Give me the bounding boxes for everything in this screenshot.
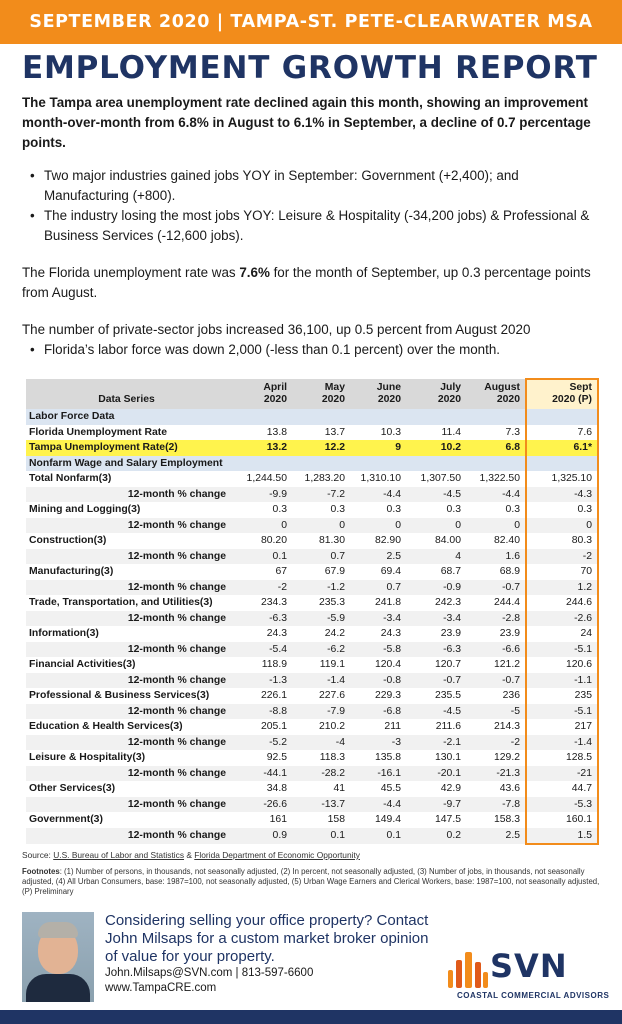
header-june: June 2020 (350, 379, 406, 409)
table-row-change (26, 487, 598, 503)
change-value: -0.8 (350, 673, 406, 689)
change-value: 2.5 (350, 549, 406, 565)
banner-text: SEPTEMBER 2020 | TAMPA-ST. PETE-CLEARWATER MSA (29, 12, 593, 32)
change-value: -21.3 (466, 766, 526, 782)
source-link-fdeo[interactable]: Florida Department of Economic Opportunity (194, 850, 360, 860)
change-label: 12-month % change (26, 766, 230, 782)
industry-bullets (30, 166, 604, 246)
row-label: Government(3) (29, 814, 103, 825)
row-value: 68.7 (440, 566, 461, 577)
change-value: -5 (466, 704, 526, 720)
row-value: 160.1 (526, 812, 598, 828)
data-table-wrapper (26, 378, 598, 845)
row-label: Florida Unemployment Rate (29, 426, 167, 438)
svn-logo-subtitle: COASTAL COMMERCIAL ADVISORS (457, 991, 610, 1000)
row-value: 119.1 (319, 659, 345, 670)
row-value: 244.4 (493, 597, 520, 608)
row-value: 128.5 (526, 750, 598, 766)
row-value: 92.5 (266, 752, 287, 763)
change-label: 12-month % change (26, 518, 230, 534)
change-value: -4 (292, 735, 350, 751)
table-row (26, 595, 598, 611)
report-title: EMPLOYMENT GROWTH REPORT (22, 50, 598, 86)
row-label: Manufacturing(3) (29, 566, 114, 577)
change-value: -1.1 (526, 673, 598, 689)
table-row-change (26, 797, 598, 813)
change-value: 1.5 (526, 828, 598, 845)
change-value: 0 (406, 518, 466, 534)
change-value: 0 (292, 518, 350, 534)
row-value: 84.00 (434, 535, 461, 546)
row-value: 118.3 (319, 752, 345, 763)
change-value: -0.7 (406, 673, 466, 689)
row-value: 10.3 (380, 426, 401, 438)
change-value: -3 (350, 735, 406, 751)
table-header-row (26, 379, 598, 409)
row-value: 242.3 (434, 597, 461, 608)
row-value: 121.2 (493, 659, 520, 670)
row-label: Trade, Transportation, and Utilities(3) (29, 597, 213, 608)
florida-post: for the month of September, up 0.3 percentage points from August. (22, 265, 591, 300)
row-value: 1,310.10 (360, 473, 401, 484)
row-value: 69.4 (380, 566, 401, 577)
change-label: 12-month % change (26, 797, 230, 813)
source-label: Source: (22, 850, 54, 860)
row-value: 81.30 (318, 535, 345, 546)
change-value: 0.1 (350, 828, 406, 845)
change-value: 0 (526, 518, 598, 534)
table-row-change (26, 518, 598, 534)
change-value: -1.4 (526, 735, 598, 751)
table-row-change (26, 735, 598, 751)
table-row (26, 564, 598, 580)
change-value: -3.4 (350, 611, 406, 627)
change-value: -1.4 (292, 673, 350, 689)
change-value: -1.3 (230, 673, 292, 689)
florida-rate: 7.6% (239, 265, 270, 280)
table-row (26, 750, 598, 766)
row-value: 6.8 (466, 440, 526, 456)
row-value: 13.8 (266, 426, 287, 438)
row-value: 130.1 (434, 752, 461, 763)
header-may: May 2020 (292, 379, 350, 409)
change-label: 12-month % change (26, 735, 230, 751)
table-body (26, 409, 598, 844)
change-value: -9.9 (230, 487, 292, 503)
row-value: 149.4 (374, 814, 401, 825)
row-value: 236 (502, 690, 520, 701)
change-value: -2.6 (526, 611, 598, 627)
florida-pre: The Florida unemployment rate was (22, 265, 240, 280)
change-value: -2.8 (466, 611, 526, 627)
row-label: Leisure & Hospitality(3) (29, 752, 146, 763)
row-value: 67 (275, 566, 287, 577)
row-value: 129.2 (493, 752, 520, 763)
change-value: -20.1 (406, 766, 466, 782)
row-value: 1,322.50 (479, 473, 520, 484)
row-value: 120.7 (434, 659, 461, 670)
change-value: -13.7 (292, 797, 350, 813)
row-value: 13.7 (324, 426, 345, 438)
row-value: 23.9 (499, 628, 520, 639)
jobs-paragraph: The number of private-sector jobs increased 36,100, up 0.5 percent from August 2020 (22, 322, 531, 337)
change-value: -5.9 (292, 611, 350, 627)
row-value: 241.8 (374, 597, 401, 608)
table-row-change (26, 766, 598, 782)
row-value: 135.8 (374, 752, 401, 763)
row-value: 147.5 (434, 814, 461, 825)
change-value: -1.2 (292, 580, 350, 596)
row-value: 12.2 (292, 440, 350, 456)
change-value: -4.4 (350, 797, 406, 813)
row-value: 42.9 (440, 783, 461, 794)
table-row-change (26, 549, 598, 565)
contact-website[interactable]: www.TampaCRE.com (105, 982, 217, 994)
table-row-change (26, 704, 598, 720)
row-value: 24.3 (380, 628, 401, 639)
table-row (26, 719, 598, 735)
source-line (22, 850, 602, 860)
row-value: 210.2 (318, 721, 345, 732)
row-value: 234.3 (260, 597, 287, 608)
change-value: 0.2 (406, 828, 466, 845)
change-label: 12-month % change (26, 704, 230, 720)
table-row (26, 533, 598, 549)
change-value: -5.1 (526, 642, 598, 658)
change-value: -0.9 (406, 580, 466, 596)
bullet-item: • Two major industries gained jobs YOY in September: Government (+2,400); and Manufacturing (+800). (30, 166, 604, 206)
change-value: -6.8 (350, 704, 406, 720)
row-value: 161 (269, 814, 287, 825)
table-row-change (26, 828, 598, 845)
row-value: 10.2 (406, 440, 466, 456)
change-value: -7.2 (292, 487, 350, 503)
row-value: 214.3 (493, 721, 520, 732)
table-row (26, 657, 598, 673)
row-value: 24.3 (266, 628, 287, 639)
row-value: 44.7 (526, 781, 598, 797)
change-value: -4.5 (406, 487, 466, 503)
row-value: 211.6 (435, 721, 461, 732)
change-value: 0 (466, 518, 526, 534)
table-row (26, 781, 598, 797)
row-value: 0.3 (526, 502, 598, 518)
row-value: 0.3 (386, 504, 401, 515)
row-value: 7.6 (526, 425, 598, 441)
change-value: -7.9 (292, 704, 350, 720)
change-value: -6.3 (230, 611, 292, 627)
sept-spacer (526, 409, 598, 425)
table-row (26, 425, 598, 441)
row-label: Education & Health Services(3) (29, 721, 183, 732)
footnotes-label: Footnotes (22, 867, 60, 876)
change-value: 0.7 (350, 580, 406, 596)
row-label: Construction(3) (29, 535, 107, 546)
table-row-change (26, 673, 598, 689)
contact-email-phone[interactable]: John.Milsaps@SVN.com | 813-597-6600 (105, 967, 314, 979)
change-value: -4.4 (350, 487, 406, 503)
top-banner (0, 0, 622, 44)
change-value: -8.8 (230, 704, 292, 720)
change-value: -4.4 (466, 487, 526, 503)
section-nonfarm-label: Nonfarm Wage and Salary Employment (26, 456, 526, 472)
row-label: Total Nonfarm(3) (29, 473, 112, 484)
row-value: 23.9 (440, 628, 461, 639)
row-value: 229.3 (374, 690, 401, 701)
table-row-change (26, 611, 598, 627)
header-august: August 2020 (466, 379, 526, 409)
bullet-item: • Florida’s labor force was down 2,000 (-less than 0.1 percent) over the month. (30, 340, 604, 360)
bottom-bar (0, 1010, 622, 1024)
svn-logo-text: SVN (490, 947, 568, 985)
change-value: -16.1 (350, 766, 406, 782)
row-value: 80.3 (526, 533, 598, 549)
change-label: 12-month % change (26, 828, 230, 845)
row-value: 82.90 (374, 535, 401, 546)
intro-bold: 0.7 percentage points. (22, 115, 591, 150)
row-value: 118.9 (261, 659, 287, 670)
change-label: 12-month % change (26, 673, 230, 689)
row-label: Other Services(3) (29, 783, 116, 794)
change-value: -4.5 (406, 704, 466, 720)
row-value: 244.6 (526, 595, 598, 611)
row-value: 9 (350, 440, 406, 456)
row-value: 1,307.50 (420, 473, 461, 484)
change-value: -0.7 (466, 673, 526, 689)
row-label: Financial Activities(3) (29, 659, 136, 670)
change-value: -28.2 (292, 766, 350, 782)
row-label: Information(3) (29, 628, 99, 639)
row-value: 6.1* (526, 440, 598, 456)
row-value: 1,325.10 (526, 471, 598, 487)
change-value: 0.9 (230, 828, 292, 845)
change-value: 2.5 (466, 828, 526, 845)
florida-paragraph (22, 263, 604, 303)
change-value: -5.8 (350, 642, 406, 658)
table-row-change (26, 642, 598, 658)
change-value: -44.1 (230, 766, 292, 782)
section-labor-force-label: Labor Force Data (26, 409, 526, 425)
row-value: 226.1 (260, 690, 287, 701)
section-labor-force (26, 409, 598, 425)
intro-text: The Tampa area unemployment rate declined again this month, showing an improvement month-over-month from 6.8% in August to 6.1% in September, a decline of (22, 95, 588, 130)
row-value: 80.20 (260, 535, 287, 546)
change-value: -21 (526, 766, 598, 782)
row-value: 235.3 (318, 597, 345, 608)
row-value: 217 (526, 719, 598, 735)
table-row (26, 688, 598, 704)
change-value: -2 (526, 549, 598, 565)
change-value: -5.4 (230, 642, 292, 658)
row-value: 41 (333, 783, 345, 794)
change-label: 12-month % change (26, 487, 230, 503)
row-value: 120.4 (374, 659, 401, 670)
change-value: -6.3 (406, 642, 466, 658)
change-value: -6.6 (466, 642, 526, 658)
row-value: 227.6 (318, 690, 345, 701)
change-value: 4 (406, 549, 466, 565)
header-april: April 2020 (230, 379, 292, 409)
change-value: 0 (230, 518, 292, 534)
row-value: 0.3 (330, 504, 345, 515)
change-value: -26.6 (230, 797, 292, 813)
change-value: -6.2 (292, 642, 350, 658)
row-value: 24.2 (324, 628, 345, 639)
change-label: 12-month % change (26, 580, 230, 596)
call-to-action: Considering selling your office property? Contact John Milsaps for a custom market broker opinion of value for your property. (105, 912, 429, 965)
row-value: 43.6 (499, 783, 520, 794)
row-label: Mining and Logging(3) (29, 504, 141, 515)
section-nonfarm (26, 456, 598, 472)
row-value: 67.9 (324, 566, 345, 577)
contact-info (105, 966, 435, 996)
row-value: 235 (526, 688, 598, 704)
row-value: 70 (526, 564, 598, 580)
row-value: 68.9 (499, 566, 520, 577)
row-value: 1,283.20 (304, 473, 345, 484)
row-value: 158.3 (493, 814, 520, 825)
source-link-bls[interactable]: U.S. Bureau of Labor and Statistics (53, 850, 185, 860)
header-sept: Sept 2020 (P) (526, 379, 598, 409)
change-value: 1.6 (466, 549, 526, 565)
row-value: 211 (384, 721, 401, 732)
row-value: 45.5 (380, 783, 401, 794)
change-value: 0.7 (292, 549, 350, 565)
source-separator: & (184, 850, 195, 860)
row-value: 0.3 (446, 504, 461, 515)
change-value: -5.3 (526, 797, 598, 813)
row-value: 1,244.50 (246, 473, 287, 484)
labor-force-bullets (30, 340, 604, 360)
change-value: -2.1 (406, 735, 466, 751)
change-value: -3.4 (406, 611, 466, 627)
change-value: 0.1 (230, 549, 292, 565)
row-value: 34.8 (266, 783, 287, 794)
change-label: 12-month % change (26, 642, 230, 658)
row-value: 158 (327, 814, 345, 825)
change-value: -5.1 (526, 704, 598, 720)
row-value: 7.3 (505, 426, 520, 438)
table-row-change (26, 580, 598, 596)
change-label: 12-month % change (26, 611, 230, 627)
table-row (26, 440, 598, 456)
employment-data-table (26, 378, 599, 845)
row-value: 24 (526, 626, 598, 642)
sept-spacer (526, 456, 598, 472)
row-value: 120.6 (526, 657, 598, 673)
table-row (26, 812, 598, 828)
row-value: 0.3 (272, 504, 287, 515)
change-value: -4.3 (526, 487, 598, 503)
row-label: Tampa Unemployment Rate(2) (26, 440, 230, 456)
footnotes (22, 867, 602, 897)
row-value: 235.5 (434, 690, 461, 701)
row-value: 205.1 (260, 721, 287, 732)
change-label: 12-month % change (26, 549, 230, 565)
table-row (26, 502, 598, 518)
change-value: 0 (350, 518, 406, 534)
footnotes-text: : (1) Number of persons, in thousands, not seasonally adjusted, (2) In percent, not seasonally adjusted, (3) Number of jobs, in thousands, not seasonally adjusted, (4) All Urban Consumers, base: 1987=100, not seasonally adjusted, (5) Urban Wage Earners and Clerical Workers, base: 1987=100, not seasonally adjusted, (P) Preliminary (22, 867, 600, 896)
change-value: -7.8 (466, 797, 526, 813)
table-row (26, 471, 598, 487)
change-value: -2 (466, 735, 526, 751)
intro-paragraph (22, 93, 604, 153)
bullet-item: • The industry losing the most jobs YOY: Leisure & Hospitality (-34,200 jobs) & Professional & Business Services (-12,600 jobs). (30, 206, 604, 246)
agent-photo (22, 912, 94, 1002)
row-value: 82.40 (493, 535, 520, 546)
table-row (26, 626, 598, 642)
change-value: -2 (230, 580, 292, 596)
header-july: July 2020 (406, 379, 466, 409)
header-data-series: Data Series (26, 379, 230, 409)
change-value: -5.2 (230, 735, 292, 751)
row-value: 0.3 (505, 504, 520, 515)
row-label: Professional & Business Services(3) (29, 690, 210, 701)
change-value: -9.7 (406, 797, 466, 813)
change-value: 0.1 (292, 828, 350, 845)
change-value: 1.2 (526, 580, 598, 596)
row-value: 13.2 (230, 440, 292, 456)
change-value: -0.7 (466, 580, 526, 596)
row-value: 11.4 (441, 426, 461, 438)
